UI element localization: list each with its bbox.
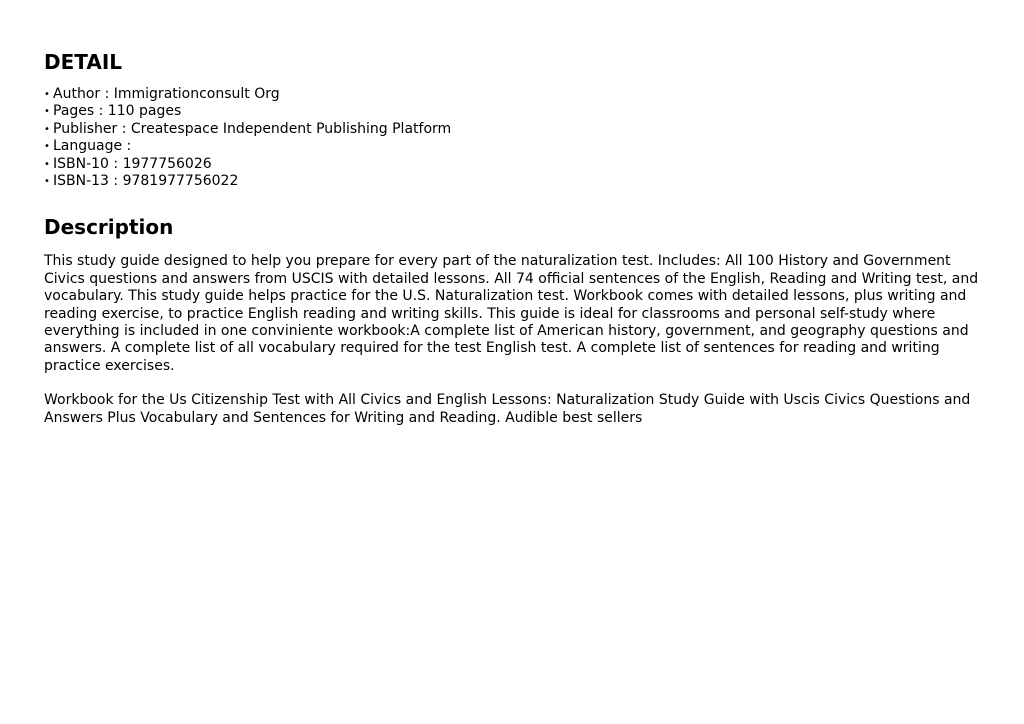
detail-item-text: Language : [53, 138, 132, 155]
detail-item-text: ISBN-10 : 1977756026 [53, 155, 212, 172]
bullet-icon: • [44, 89, 50, 100]
detail-item-pages [44, 103, 994, 120]
detail-item-language [44, 138, 994, 155]
detail-item-text: Author : Immigrationconsult Org [53, 86, 280, 102]
bullet-icon: • [44, 141, 50, 153]
detail-item-text: Publisher : Createspace Independent Publishing Platform [53, 120, 452, 137]
bullet-icon: • [44, 158, 50, 170]
description-heading: Description [44, 215, 174, 240]
description-paragraph: This study guide designed to help you prepare for every part of the naturalization test. Includes: All 100 History and Government Civics questions and answers from USCIS with detailed lessons. All 74 official sentences of the English, Reading and Writing test, and vocabulary. This study guide helps practice for the U.S. Naturalization test. Workbook comes with detailed lessons, plus writing and reading exercise, to practice English reading and writing skills. This guide is ideal for classrooms and personal self-study where everything is included in one conviniente workbook:A complete list of American history, government, and geography questions and answers. A complete list of all vocabulary required for the test English test. A complete list of sentences for reading and writing practice exercises. [44, 253, 979, 374]
detail-heading: DETAIL [44, 50, 123, 74]
detail-item-isbn10 [44, 156, 994, 173]
detail-item-author [44, 86, 994, 103]
bullet-icon: • [44, 106, 50, 118]
detail-item-text: Pages : 110 pages [53, 103, 182, 120]
detail-list [44, 86, 994, 190]
book-title-paragraph: Workbook for the Us Citizenship Test with All Civics and English Lessons: Naturalization Study Guide with Uscis Civics Questions and Answers Plus Vocabulary and Sentences for Writing and Reading. Audible best sellers [44, 392, 971, 426]
document-page [44, 48, 994, 427]
detail-item-isbn13 [44, 173, 994, 190]
bullet-icon: • [44, 176, 50, 188]
detail-item-text: ISBN-13 : 9781977756022 [53, 173, 239, 190]
bullet-icon: • [44, 123, 50, 135]
detail-item-publisher [44, 121, 994, 138]
